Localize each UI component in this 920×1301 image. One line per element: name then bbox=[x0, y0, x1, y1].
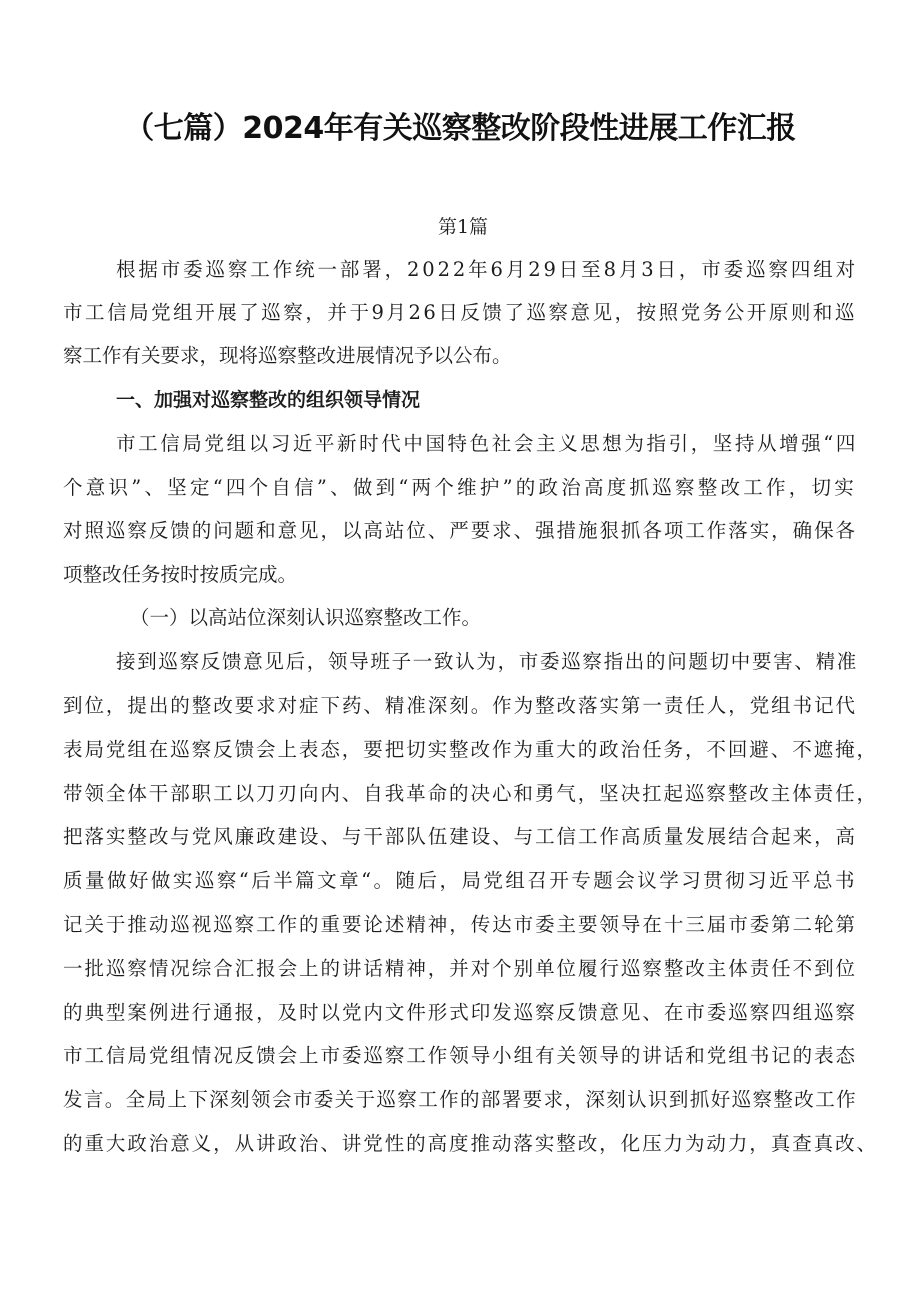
subsection-heading: （一）以高站位深刻认识巡察整改工作。 bbox=[130, 606, 482, 629]
body-line: 市工信局党组开展了巡察，并于9月26日反馈了巡察意见，按照党务公开原则和巡 bbox=[63, 301, 857, 324]
body-line: 记关于推动巡视巡察工作的重要论述精神，传达市委主要领导在十三届市委第二轮第 bbox=[63, 913, 857, 936]
body-line: 的重大政治意义，从讲政治、讲党性的高度推动落实整改，化压力为动力，真查真改、 bbox=[63, 1132, 878, 1155]
body-line: 根据市委巡察工作统一部署，2022年6月29日至8月3日，市委巡察四组对 bbox=[116, 258, 858, 281]
body-line: 个意识”、坚定“四个自信”、做到“两个维护”的政治高度抓巡察整改工作，切实 bbox=[63, 476, 857, 499]
document-title: （七篇）2024年有关巡察整改阶段性进展工作汇报 bbox=[124, 111, 796, 146]
body-line: 把落实整改与党风廉政建设、与干部队伍建设、与工信工作高质量发展结合起来，高 bbox=[63, 825, 857, 848]
body-line: 察工作有关要求，现将巡察整改进展情况予以公布。 bbox=[63, 344, 512, 367]
section-heading: 一、加强对巡察整改的组织领导情况 bbox=[116, 389, 421, 411]
body-line: 对照巡察反馈的问题和意见，以高站位、严要求、强措施狠抓各项工作落实，确保各 bbox=[63, 519, 857, 542]
chapter-label: 第1篇 bbox=[437, 216, 489, 238]
body-line: 项整改任务按时按质完成。 bbox=[63, 563, 298, 586]
body-line: 发言。全局上下深刻领会市委关于巡察工作的部署要求，深刻认识到抓好巡察整改工作 bbox=[63, 1088, 857, 1111]
body-line: 的典型案例进行通报，及时以党内文件形式印发巡察反馈意见、在市委巡察四组巡察 bbox=[63, 1001, 857, 1024]
body-line: 市工信局党组情况反馈会上市委巡察工作领导小组有关领导的讲话和党组书记的表态 bbox=[63, 1044, 857, 1067]
body-line: 带领全体干部职工以刀刃向内、自我革命的决心和勇气，坚决扛起巡察整改主体责任， bbox=[63, 782, 878, 805]
body-line: 质量做好做实巡察“后半篇文章“。随后，局党组召开专题会议学习贯彻习近平总书 bbox=[63, 869, 857, 892]
body-line: 接到巡察反馈意见后，领导班子一致认为，市委巡察指出的问题切中要害、精准 bbox=[116, 650, 858, 673]
body-line: 一批巡察情况综合汇报会上的讲话精神，并对个别单位履行巡察整改主体责任不到位 bbox=[63, 957, 857, 980]
body-line: 市工信局党组以习近平新时代中国特色社会主义思想为指引，坚持从增强“四 bbox=[116, 432, 858, 455]
body-line: 到位，提出的整改要求对症下药、精准深刻。作为整改落实第一责任人，党组书记代 bbox=[63, 694, 857, 717]
body-line: 表局党组在巡察反馈会上表态，要把切实整改作为重大的政治任务，不回避、不遮掩， bbox=[63, 738, 878, 761]
